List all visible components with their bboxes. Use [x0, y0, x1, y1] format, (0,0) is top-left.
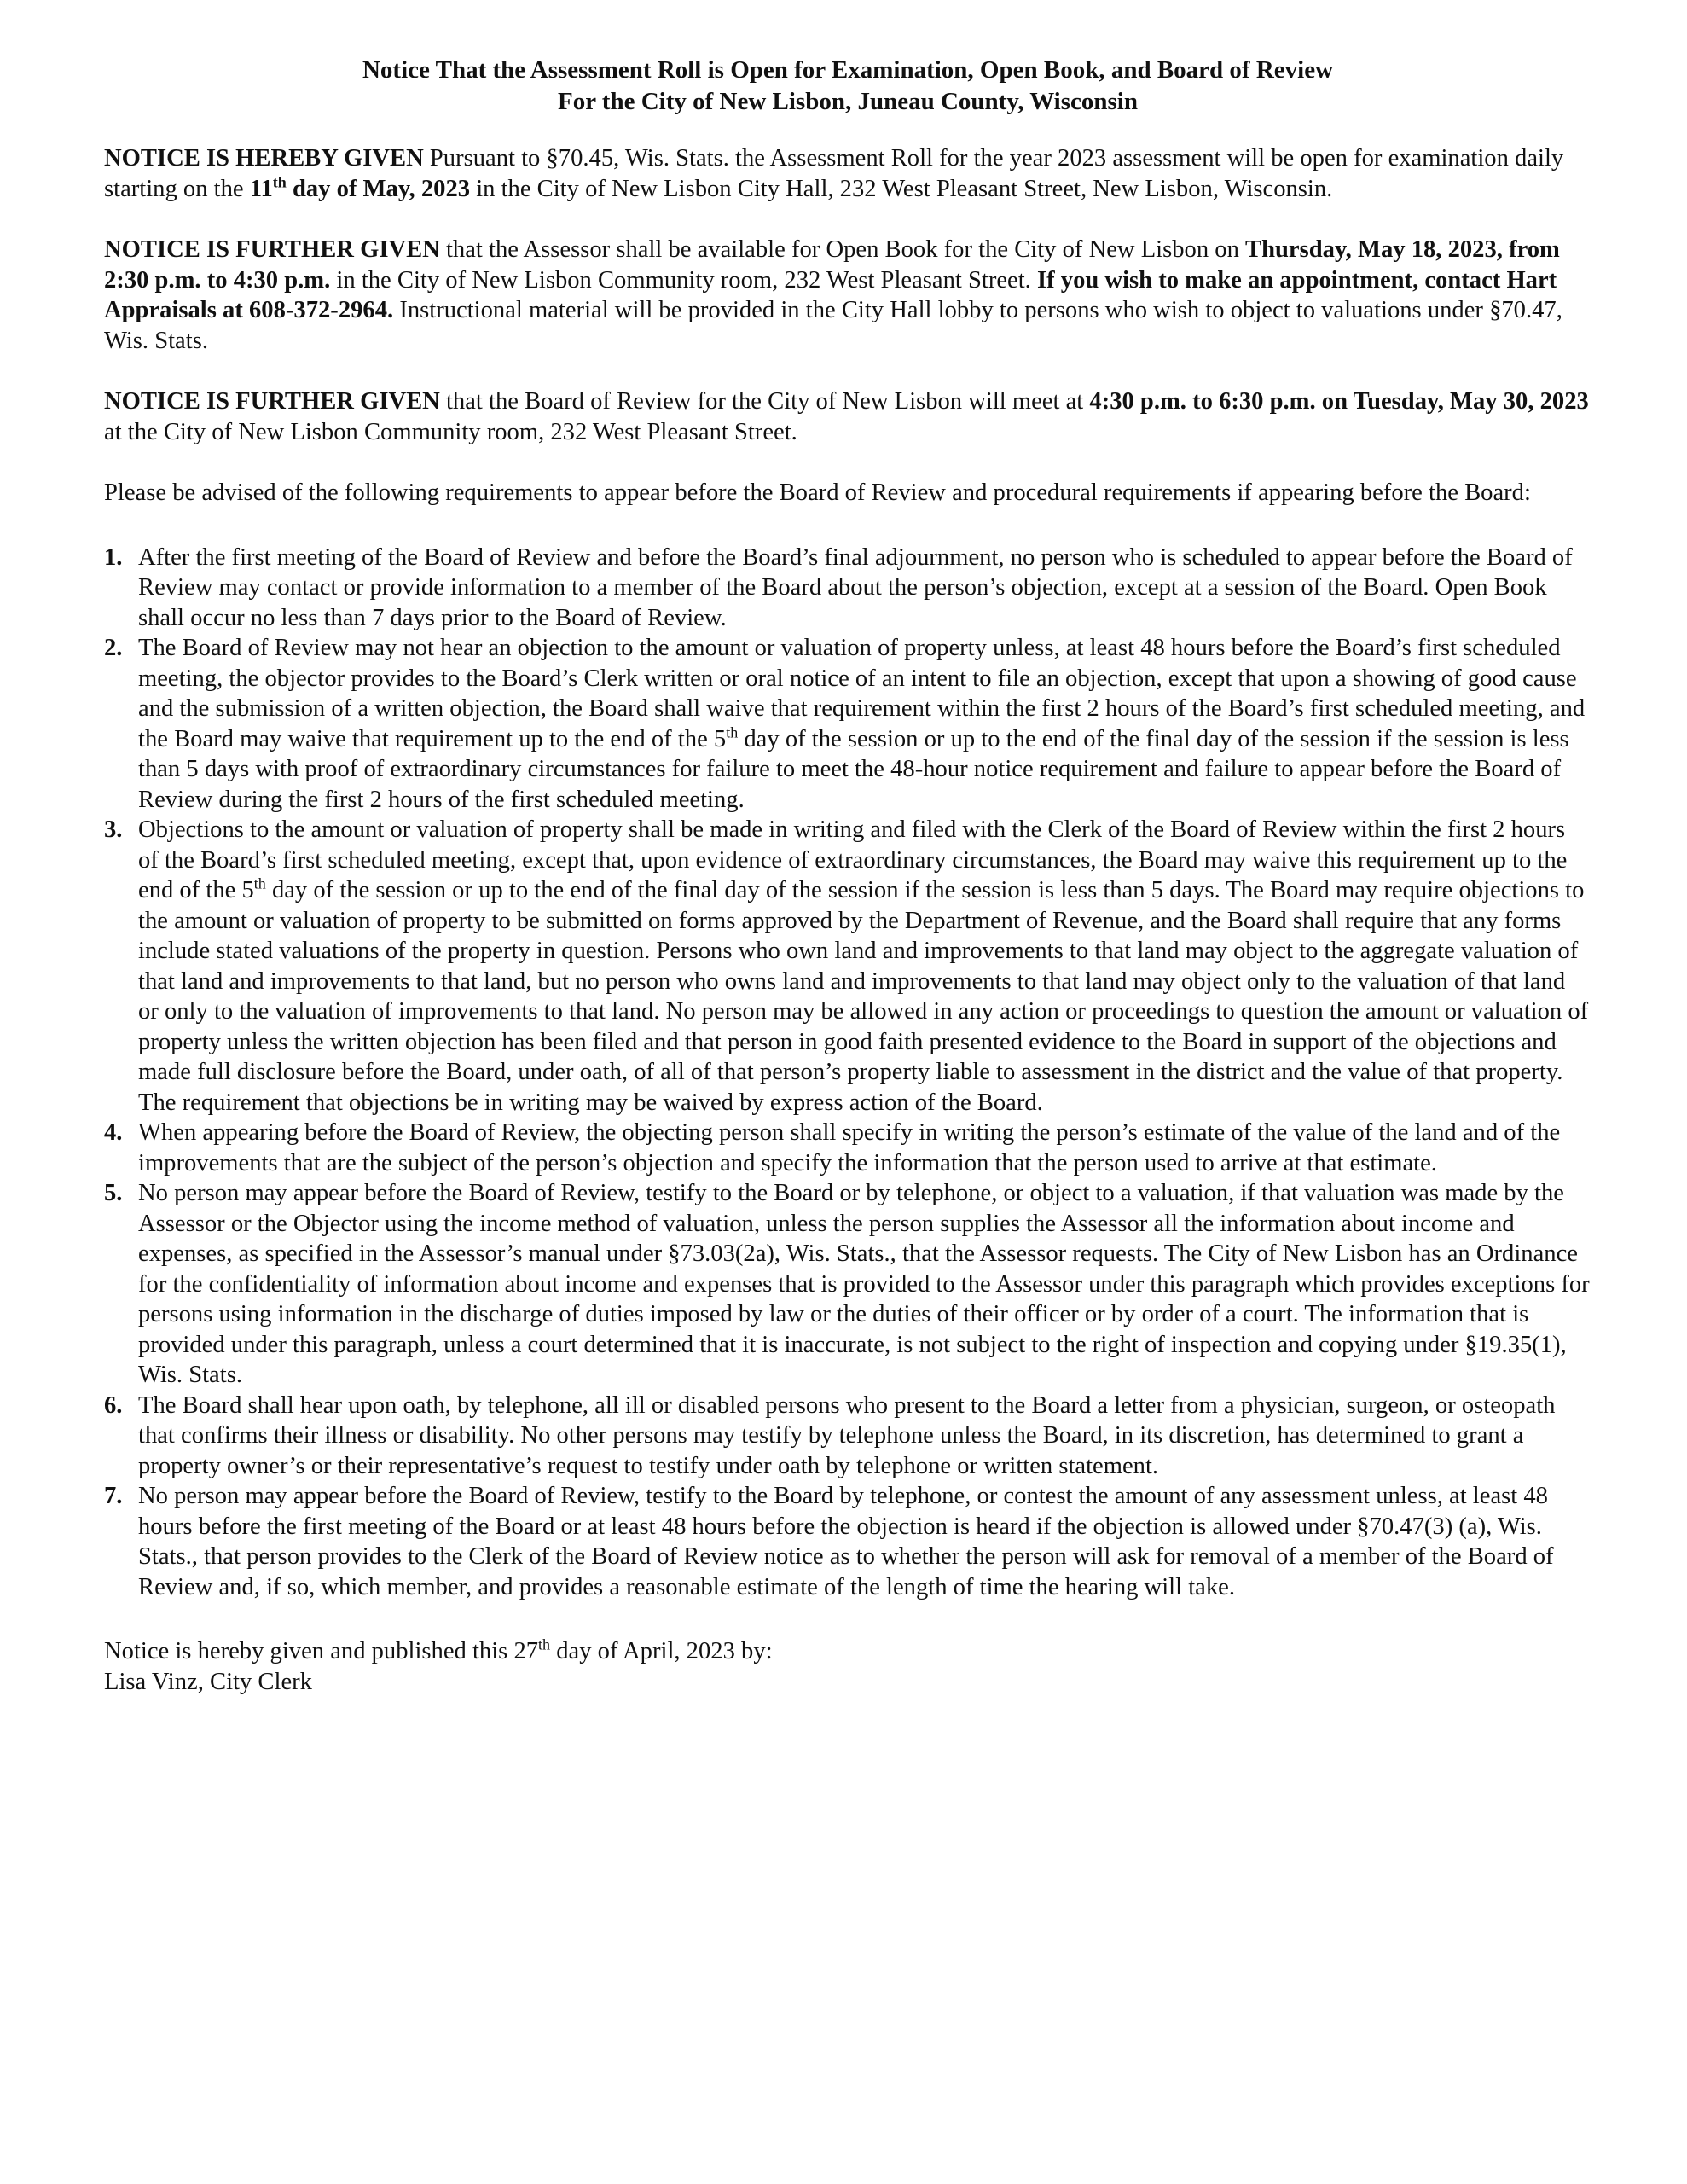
requirement-text: No person may appear before the Board of Review, testify to the Board or by telephone, or object to a valuation, if that valuation was made by the Assessor or the Objector using the income method of valuation, unless the person supplies the Assessor all the information about income and expenses, as specified in the Assessor’s manual under §73.03(2a), Wis. Stats., that the Assessor requests. The City of New Lisbon has an Ordinance for the confidentiality of information about income and expenses that is provided to the Assessor under this paragraph which provides exceptions for persons using information in the discharge of duties imposed by law or the duties of their officer or by order of a court. The information that is provided under this paragraph, unless a court determined that it is inaccurate, is not subject to the right of inspection and copying under §19.35(1), Wis. Stats.	[138, 1180, 1590, 1388]
lead-hereby-given: NOTICE IS HEREBY GIVEN	[104, 145, 424, 171]
title-line-1: Notice That the Assessment Roll is Open for Examination, Open Book, and Board of Review	[362, 56, 1334, 84]
publication-text-a: Notice is hereby given and published this 27	[104, 1638, 539, 1664]
requirement-number: 5.	[104, 1180, 123, 1206]
requirement-text: After the first meeting of the Board of Review and before the Board’s final adjournment, no person who is scheduled to appear before the Board of Review may contact or provide information to a member of the Board about the person’s objection, except at a session of the Board. Open Book shall occur no less than 7 days prior to the Board of Review.	[138, 543, 1573, 631]
requirement-item-3	[104, 815, 1591, 1118]
lead-further-given-1: NOTICE IS FURTHER GIVEN	[104, 236, 440, 263]
requirement-sup: th	[726, 723, 739, 741]
requirement-number: 3.	[104, 816, 123, 843]
requirement-text: When appearing before the Board of Review, the objecting person shall specify in writing the person’s estimate of the value of the land and of the improvements that are the subject of the person’s objection and specify the information that the person used to arrive at that estimate.	[138, 1119, 1561, 1176]
para2-text-a: that the Assessor shall be available for Open Book for the City of New Lisbon on	[439, 236, 1246, 263]
lead-further-given-2: NOTICE IS FURTHER GIVEN	[104, 388, 440, 415]
para2-date: Thursday, May 18, 2023, from 2:30 p.m. to 4:30 p.m.	[104, 236, 1560, 293]
publication-text-b: day of April, 2023 by:	[550, 1638, 773, 1664]
paragraph-roll-open	[104, 143, 1591, 204]
publication-sup: th	[538, 1635, 551, 1653]
notice-title	[104, 55, 1591, 118]
para3-text-b: at the City of New Lisbon Community room, 232 West Pleasant Street.	[104, 418, 797, 445]
requirement-item-2	[104, 633, 1591, 815]
para1-date-num: 11	[249, 175, 273, 202]
signer-line: Lisa Vinz, City Clerk	[104, 1668, 312, 1695]
requirement-text: No person may appear before the Board of Review, testify to the Board by telephone, or contest the amount of any assessment unless, at least 48 hours before the first meeting of the Board or at least 48 hours before the objection is heard if the objection is allowed under §70.47(3) (a), Wis. Stats., that person provides to the Clerk of the Board of Review notice as to whether the person will ask for removal of a member of the Board of Review and, if so, which member, and provides a reasonable estimate of the length of time the hearing will take.	[138, 1483, 1554, 1600]
paragraph-open-book	[104, 235, 1591, 356]
para2-text-b: in the City of New Lisbon Community room, 232 West Pleasant Street.	[330, 266, 1037, 293]
requirement-number: 1.	[104, 543, 123, 571]
para3-text-a: that the Board of Review for the City of New Lisbon will meet at	[439, 388, 1090, 415]
closing-block	[104, 1636, 1591, 1697]
para2-appointment: If you wish to make an appointment, contact Hart Appraisals at 608-372-2964.	[104, 266, 1557, 323]
requirement-number: 6.	[104, 1391, 123, 1419]
requirement-item-1	[104, 543, 1591, 634]
requirement-sup: th	[253, 874, 266, 892]
paragraph-board-of-review	[104, 386, 1591, 447]
requirement-item-6	[104, 1391, 1591, 1482]
requirement-text-a: The Board of Review may not hear an objection to the amount or valuation of property unless, at least 48 hours before the Board’s first scheduled meeting, the objector provides to the Board’s Clerk written or oral notice of an intent to file an objection, except that upon a showing of good cause and the submission of a written objection, the Board shall waive that requirement within the first 2 hours of the Board’s first scheduled meeting, and the Board may waive that requirement up to the end of the 5	[138, 635, 1586, 752]
title-line-2: For the City of New Lisbon, Juneau County, Wisconsin	[557, 88, 1138, 115]
requirement-text-b: day of the session or up to the end of the final day of the session if the session is less than 5 days with proof of extraordinary circumstances for failure to meet the 48-hour notice requirement and failure to appear before the Board of Review during the first 2 hours of the first scheduled meeting.	[138, 725, 1569, 813]
requirement-number: 4.	[104, 1119, 123, 1146]
requirement-number: 2.	[104, 635, 123, 661]
requirements-list	[104, 543, 1591, 1603]
para3-time: 4:30 p.m. to 6:30 p.m. on Tuesday, May 30, 2023	[1089, 388, 1589, 415]
requirements-intro: Please be advised of the following requirements to appear before the Board of Review and procedural requirements if appearing before the Board:	[104, 479, 1531, 506]
requirement-text-b: day of the session or up to the end of the final day of the session if the session is less than 5 days. The Board may require objections to the amount or valuation of property to be submitted on forms approved by the Department of Revenue, and the Board shall require that any forms include stated valuations of the property in question. Persons who own land and improvements to that land may object to the aggregate valuation of that land and improvements to that land, but no person who owns land and improvements to that land may object only to the valuation of that land or only to the valuation of improvements to that land. No person may be allowed in any action or proceedings to question the amount or valuation of property unless the written objection has been filed and that person in good faith presented evidence to the Board in support of the objections and made full disclosure before the Board, under oath, of all of that person’s property liable to assessment in the district and the value of that property. The requirement that objections be in writing may be waived by express action of the Board.	[138, 877, 1589, 1116]
para1-date-sup: th	[272, 172, 287, 190]
para1-text-b: in the City of New Lisbon City Hall, 232 West Pleasant Street, New Lisbon, Wisconsin.	[470, 175, 1333, 202]
para1-text-a: Pursuant to §70.45, Wis. Stats. the Assessment Roll for the year 2023 assessment will be open for examination daily starting on the	[104, 145, 1564, 202]
requirement-number: 7.	[104, 1483, 123, 1509]
para1-date	[249, 172, 471, 202]
requirement-text-a: Objections to the amount or valuation of property shall be made in writing and filed with the Clerk of the Board of Review within the first 2 hours of the Board’s first scheduled meeting, except that, upon evidence of extraordinary circumstances, the Board may waive this requirement up to the end of the 5	[138, 816, 1568, 903]
requirement-item-7	[104, 1481, 1591, 1602]
para1-date-rest: day of May, 2023	[286, 175, 471, 202]
requirement-item-4	[104, 1118, 1591, 1178]
requirement-text: The Board shall hear upon oath, by telephone, all ill or disabled persons who present to the Board a letter from a physician, surgeon, or osteopath that confirms their illness or disability. No other persons may testify by telephone unless the Board, in its discretion, has determined to grant a property owner’s or their representative’s request to testify under oath by telephone or written statement.	[138, 1391, 1556, 1479]
publication-line	[104, 1636, 1591, 1667]
para2-text-c: Instructional material will be provided in the City Hall lobby to persons who wish to object to valuations under §70.47, Wis. Stats.	[104, 297, 1562, 354]
requirement-item-5	[104, 1178, 1591, 1391]
